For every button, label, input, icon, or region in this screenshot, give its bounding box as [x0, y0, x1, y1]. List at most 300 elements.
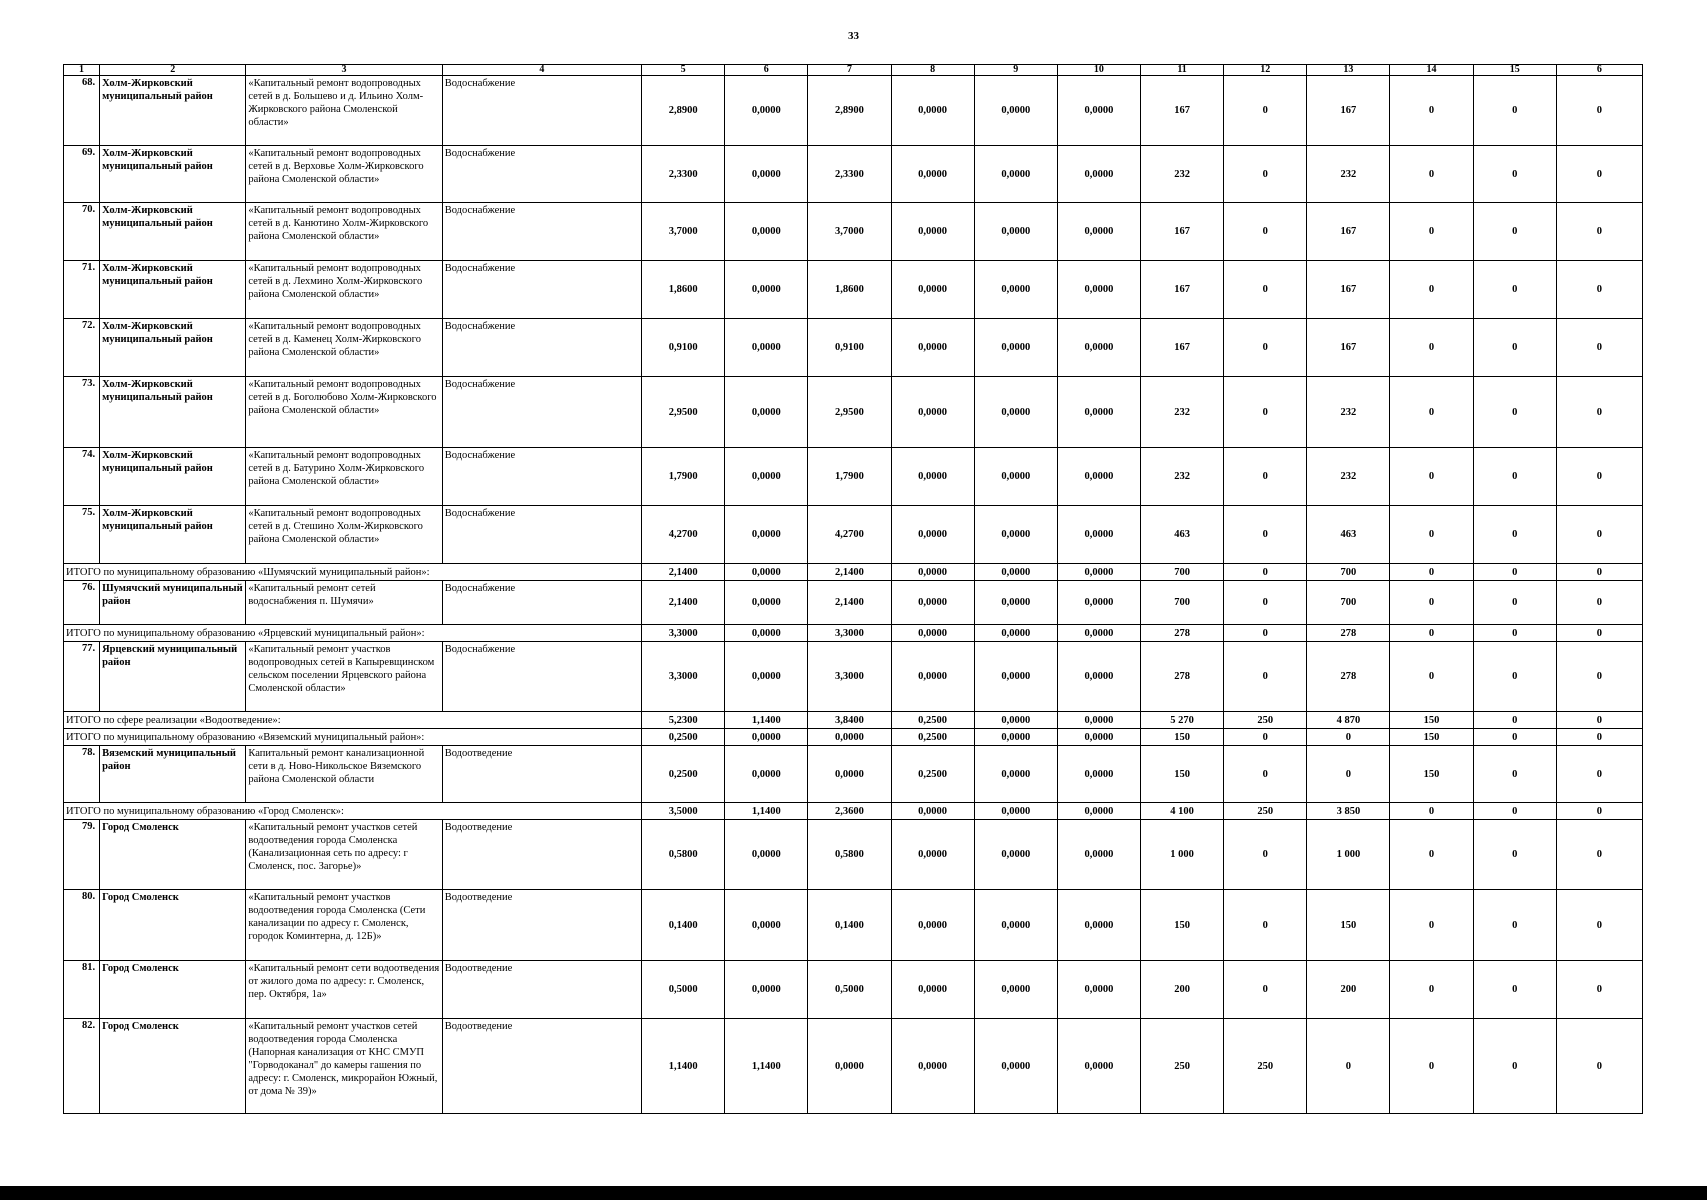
value-cell: 0,0000 — [808, 746, 891, 803]
value-cell: 0 — [1473, 625, 1556, 642]
sphere-cell: Водоснабжение — [442, 642, 641, 712]
value-cell: 0,0000 — [725, 448, 808, 506]
value-cell: 0 — [1224, 961, 1307, 1019]
value-cell: 0 — [1473, 448, 1556, 506]
sphere-cell: Водоснабжение — [442, 319, 641, 377]
row-number: 69. — [64, 146, 100, 203]
row-number: 74. — [64, 448, 100, 506]
value-cell: 0,0000 — [891, 506, 974, 564]
value-cell: 0,0000 — [891, 319, 974, 377]
value-cell: 0 — [1224, 448, 1307, 506]
municipality-cell: Холм-Жирковский муниципальный район — [100, 319, 246, 377]
municipality-cell: Вяземский муниципальный район — [100, 746, 246, 803]
value-cell: 0 — [1390, 146, 1473, 203]
value-cell: 0 — [1390, 890, 1473, 961]
column-number: 6 — [1556, 65, 1642, 76]
value-cell: 0,0000 — [1057, 448, 1140, 506]
value-cell: 4 100 — [1141, 803, 1224, 820]
row-number: 77. — [64, 642, 100, 712]
value-cell: 278 — [1307, 642, 1390, 712]
value-cell: 0,2500 — [642, 729, 725, 746]
project-name-cell: «Капитальный ремонт участков водопроводных сетей в Капыревщинском сельском поселении Ярцевского района Смоленской области» — [246, 642, 442, 712]
value-cell: 0,0000 — [974, 319, 1057, 377]
table-row — [64, 890, 1643, 961]
value-cell: 0,0000 — [1057, 76, 1140, 146]
page-number: 33 — [848, 30, 859, 42]
value-cell: 1,1400 — [725, 712, 808, 729]
table-body — [64, 76, 1643, 1114]
total-row — [64, 625, 1643, 642]
value-cell: 0,9100 — [808, 319, 891, 377]
column-number: 7 — [808, 65, 891, 76]
value-cell: 0 — [1556, 625, 1642, 642]
value-cell: 167 — [1141, 319, 1224, 377]
value-cell: 0,0000 — [1057, 712, 1140, 729]
value-cell: 2,9500 — [808, 377, 891, 448]
municipality-cell: Холм-Жирковский муниципальный район — [100, 76, 246, 146]
value-cell: 0 — [1390, 625, 1473, 642]
value-cell: 1 000 — [1307, 820, 1390, 890]
table-row — [64, 1019, 1643, 1114]
value-cell: 150 — [1141, 746, 1224, 803]
municipality-cell: Город Смоленск — [100, 820, 246, 890]
municipality-cell: Город Смоленск — [100, 1019, 246, 1114]
value-cell: 0,0000 — [891, 203, 974, 261]
table-row — [64, 76, 1643, 146]
value-cell: 0 — [1473, 642, 1556, 712]
value-cell: 0,0000 — [974, 377, 1057, 448]
value-cell: 0 — [1473, 261, 1556, 319]
sphere-cell: Водоснабжение — [442, 261, 641, 319]
value-cell: 250 — [1224, 803, 1307, 820]
value-cell: 0,5800 — [642, 820, 725, 890]
municipality-cell: Город Смоленск — [100, 890, 246, 961]
value-cell: 0,0000 — [891, 581, 974, 625]
row-number: 75. — [64, 506, 100, 564]
value-cell: 0 — [1473, 803, 1556, 820]
value-cell: 0 — [1224, 625, 1307, 642]
value-cell: 0,0000 — [725, 319, 808, 377]
value-cell: 0 — [1224, 729, 1307, 746]
value-cell: 0,0000 — [1057, 377, 1140, 448]
value-cell: 0,0000 — [891, 146, 974, 203]
table-row — [64, 961, 1643, 1019]
value-cell: 0,1400 — [642, 890, 725, 961]
municipality-cell: Холм-Жирковский муниципальный район — [100, 377, 246, 448]
value-cell: 150 — [1307, 890, 1390, 961]
table-row — [64, 506, 1643, 564]
value-cell: 2,1400 — [808, 581, 891, 625]
value-cell: 0,0000 — [891, 448, 974, 506]
value-cell: 0 — [1556, 729, 1642, 746]
value-cell: 0,0000 — [974, 564, 1057, 581]
sphere-cell: Водоснабжение — [442, 581, 641, 625]
value-cell: 200 — [1141, 961, 1224, 1019]
value-cell: 0 — [1473, 76, 1556, 146]
value-cell: 2,1400 — [642, 564, 725, 581]
value-cell: 0,0000 — [974, 820, 1057, 890]
municipality-cell: Холм-Жирковский муниципальный район — [100, 146, 246, 203]
value-cell: 0 — [1556, 146, 1642, 203]
value-cell: 4,2700 — [642, 506, 725, 564]
value-cell: 1,7900 — [642, 448, 725, 506]
value-cell: 0,0000 — [1057, 146, 1140, 203]
value-cell: 0 — [1390, 377, 1473, 448]
value-cell: 250 — [1224, 712, 1307, 729]
value-cell: 0,0000 — [891, 961, 974, 1019]
column-number: 15 — [1473, 65, 1556, 76]
value-cell: 0,0000 — [974, 642, 1057, 712]
value-cell: 2,3300 — [642, 146, 725, 203]
column-number-row — [64, 65, 1643, 76]
value-cell: 0,0000 — [891, 642, 974, 712]
municipality-cell: Холм-Жирковский муниципальный район — [100, 506, 246, 564]
value-cell: 0,0000 — [891, 803, 974, 820]
value-cell: 3,7000 — [642, 203, 725, 261]
value-cell: 0 — [1473, 377, 1556, 448]
value-cell: 5 270 — [1141, 712, 1224, 729]
sphere-cell: Водоотведение — [442, 961, 641, 1019]
value-cell: 167 — [1141, 261, 1224, 319]
value-cell: 0 — [1390, 506, 1473, 564]
value-cell: 0,0000 — [725, 203, 808, 261]
column-number: 2 — [100, 65, 246, 76]
row-number: 70. — [64, 203, 100, 261]
value-cell: 167 — [1141, 203, 1224, 261]
value-cell: 0,0000 — [725, 642, 808, 712]
value-cell: 0 — [1390, 642, 1473, 712]
municipality-cell: Шумячский муниципальный район — [100, 581, 246, 625]
value-cell: 0,0000 — [974, 76, 1057, 146]
value-cell: 700 — [1307, 564, 1390, 581]
value-cell: 0 — [1390, 820, 1473, 890]
value-cell: 0 — [1224, 746, 1307, 803]
value-cell: 0 — [1473, 564, 1556, 581]
value-cell: 0,0000 — [974, 146, 1057, 203]
value-cell: 1,8600 — [642, 261, 725, 319]
sphere-cell: Водоснабжение — [442, 506, 641, 564]
value-cell: 700 — [1141, 581, 1224, 625]
value-cell: 0,0000 — [974, 890, 1057, 961]
value-cell: 167 — [1307, 76, 1390, 146]
value-cell: 0 — [1224, 203, 1307, 261]
value-cell: 0 — [1556, 746, 1642, 803]
value-cell: 0 — [1224, 581, 1307, 625]
value-cell: 0 — [1473, 890, 1556, 961]
value-cell: 1,7900 — [808, 448, 891, 506]
value-cell: 0,0000 — [725, 820, 808, 890]
municipality-cell: Ярцевский муниципальный район — [100, 642, 246, 712]
value-cell: 0 — [1556, 506, 1642, 564]
table-row — [64, 448, 1643, 506]
project-name-cell: «Капитальный ремонт водопроводных сетей в д. Канютино Холм-Жирковского района Смоленской области» — [246, 203, 442, 261]
value-cell: 0,1400 — [808, 890, 891, 961]
table-row — [64, 146, 1643, 203]
value-cell: 0 — [1473, 319, 1556, 377]
value-cell: 0,0000 — [974, 803, 1057, 820]
value-cell: 0,0000 — [974, 729, 1057, 746]
sphere-cell: Водоснабжение — [442, 146, 641, 203]
value-cell: 0 — [1390, 564, 1473, 581]
value-cell: 0,0000 — [891, 625, 974, 642]
value-cell: 1,1400 — [642, 1019, 725, 1114]
value-cell: 0,0000 — [725, 961, 808, 1019]
value-cell: 0,5000 — [642, 961, 725, 1019]
value-cell: 0,0000 — [891, 76, 974, 146]
municipality-cell: Холм-Жирковский муниципальный район — [100, 203, 246, 261]
project-name-cell: «Капитальный ремонт участков водоотведения города Смоленска (Сети канализации по адресу г. Смоленск, городок Коминтерна, д. 12Б)» — [246, 890, 442, 961]
row-number: 82. — [64, 1019, 100, 1114]
value-cell: 0,0000 — [974, 961, 1057, 1019]
value-cell: 278 — [1141, 625, 1224, 642]
value-cell: 0,0000 — [808, 729, 891, 746]
value-cell: 0 — [1224, 506, 1307, 564]
value-cell: 0,0000 — [974, 1019, 1057, 1114]
value-cell: 150 — [1390, 746, 1473, 803]
value-cell: 0,0000 — [1057, 803, 1140, 820]
value-cell: 2,9500 — [642, 377, 725, 448]
column-number: 6 — [725, 65, 808, 76]
value-cell: 0 — [1224, 642, 1307, 712]
value-cell: 0,0000 — [974, 261, 1057, 319]
value-cell: 0 — [1390, 803, 1473, 820]
value-cell: 232 — [1141, 377, 1224, 448]
scan-bottom-edge — [0, 1186, 1707, 1200]
project-name-cell: «Капитальный ремонт участков сетей водоотведения города Смоленска (Канализационная сеть по адресу: г Смоленск, пос. Загорье)» — [246, 820, 442, 890]
value-cell: 0 — [1556, 76, 1642, 146]
table-row — [64, 581, 1643, 625]
value-cell: 3,3000 — [808, 625, 891, 642]
project-name-cell: «Капитальный ремонт водопроводных сетей в д. Большево и д. Ильино Холм-Жирковского района Смоленской области» — [246, 76, 442, 146]
value-cell: 0,0000 — [1057, 319, 1140, 377]
value-cell: 0,0000 — [1057, 506, 1140, 564]
value-cell: 167 — [1307, 319, 1390, 377]
value-cell: 4 870 — [1307, 712, 1390, 729]
value-cell: 232 — [1307, 448, 1390, 506]
value-cell: 1,1400 — [725, 1019, 808, 1114]
value-cell: 3,7000 — [808, 203, 891, 261]
value-cell: 463 — [1141, 506, 1224, 564]
value-cell: 0 — [1556, 448, 1642, 506]
table-row — [64, 746, 1643, 803]
sphere-cell: Водоотведение — [442, 1019, 641, 1114]
value-cell: 3,5000 — [642, 803, 725, 820]
value-cell: 463 — [1307, 506, 1390, 564]
value-cell: 0,0000 — [1057, 961, 1140, 1019]
value-cell: 0,0000 — [891, 890, 974, 961]
value-cell: 0,0000 — [725, 377, 808, 448]
column-number: 9 — [974, 65, 1057, 76]
value-cell: 1 000 — [1141, 820, 1224, 890]
value-cell: 0 — [1556, 961, 1642, 1019]
value-cell: 250 — [1141, 1019, 1224, 1114]
value-cell: 0,0000 — [725, 506, 808, 564]
value-cell: 150 — [1141, 729, 1224, 746]
row-number: 72. — [64, 319, 100, 377]
value-cell: 150 — [1390, 712, 1473, 729]
value-cell: 0 — [1224, 319, 1307, 377]
value-cell: 0 — [1224, 76, 1307, 146]
value-cell: 0 — [1473, 746, 1556, 803]
value-cell: 0 — [1556, 642, 1642, 712]
total-label: ИТОГО по муниципальному образованию «Ярцевский муниципальный район»: — [64, 625, 642, 642]
column-number: 5 — [642, 65, 725, 76]
value-cell: 0 — [1473, 146, 1556, 203]
value-cell: 0 — [1473, 712, 1556, 729]
value-cell: 0,2500 — [891, 712, 974, 729]
column-number: 14 — [1390, 65, 1473, 76]
total-label: ИТОГО по муниципальному образованию «Шумячский муниципальный район»: — [64, 564, 642, 581]
project-name-cell: «Капитальный ремонт водопроводных сетей в д. Боголюбово Холм-Жирковского района Смоленской области» — [246, 377, 442, 448]
value-cell: 3,8400 — [808, 712, 891, 729]
sphere-cell: Водоотведение — [442, 820, 641, 890]
sphere-cell: Водоснабжение — [442, 76, 641, 146]
value-cell: 0 — [1307, 1019, 1390, 1114]
value-cell: 0,0000 — [891, 820, 974, 890]
value-cell: 0,0000 — [725, 564, 808, 581]
value-cell: 200 — [1307, 961, 1390, 1019]
value-cell: 2,8900 — [808, 76, 891, 146]
value-cell: 278 — [1141, 642, 1224, 712]
row-number: 71. — [64, 261, 100, 319]
investment-program-table — [63, 64, 1643, 1114]
value-cell: 0 — [1473, 729, 1556, 746]
value-cell: 0 — [1224, 146, 1307, 203]
value-cell: 0,0000 — [725, 625, 808, 642]
value-cell: 0 — [1473, 506, 1556, 564]
value-cell: 0,0000 — [1057, 890, 1140, 961]
project-name-cell: «Капитальный ремонт водопроводных сетей в д. Лехмино Холм-Жирковского района Смоленской области» — [246, 261, 442, 319]
value-cell: 0,5000 — [808, 961, 891, 1019]
table-row — [64, 642, 1643, 712]
value-cell: 0,2500 — [891, 729, 974, 746]
project-name-cell: «Капитальный ремонт водопроводных сетей в д. Верховье Холм-Жирковского района Смоленской области» — [246, 146, 442, 203]
value-cell: 2,1400 — [642, 581, 725, 625]
value-cell: 0 — [1473, 581, 1556, 625]
value-cell: 0 — [1556, 581, 1642, 625]
total-row — [64, 712, 1643, 729]
total-label: ИТОГО по муниципальному образованию «Город Смоленск»: — [64, 803, 642, 820]
value-cell: 5,2300 — [642, 712, 725, 729]
table-row — [64, 319, 1643, 377]
column-number: 10 — [1057, 65, 1140, 76]
value-cell: 0,0000 — [1057, 729, 1140, 746]
value-cell: 0 — [1224, 261, 1307, 319]
value-cell: 0,0000 — [1057, 203, 1140, 261]
value-cell: 700 — [1307, 581, 1390, 625]
value-cell: 0,0000 — [974, 203, 1057, 261]
value-cell: 0 — [1224, 377, 1307, 448]
value-cell: 232 — [1141, 448, 1224, 506]
table-row — [64, 203, 1643, 261]
value-cell: 0 — [1224, 890, 1307, 961]
table-row — [64, 820, 1643, 890]
value-cell: 1,8600 — [808, 261, 891, 319]
value-cell: 2,1400 — [808, 564, 891, 581]
column-number: 11 — [1141, 65, 1224, 76]
project-name-cell: «Капитальный ремонт участков сетей водоотведения города Смоленска (Напорная канализация от КНС СМУП "Горводоканал" до камеры гашения по адресу: г. Смоленск, микрорайон Южный, от дома № 39)» — [246, 1019, 442, 1114]
value-cell: 0 — [1473, 1019, 1556, 1114]
value-cell: 232 — [1307, 146, 1390, 203]
value-cell: 0 — [1473, 203, 1556, 261]
value-cell: 0,5800 — [808, 820, 891, 890]
value-cell: 0 — [1307, 746, 1390, 803]
value-cell: 0,0000 — [974, 581, 1057, 625]
value-cell: 3,3000 — [642, 625, 725, 642]
row-number: 76. — [64, 581, 100, 625]
value-cell: 0 — [1224, 564, 1307, 581]
value-cell: 4,2700 — [808, 506, 891, 564]
value-cell: 0,0000 — [1057, 564, 1140, 581]
value-cell: 0,0000 — [725, 146, 808, 203]
value-cell: 0,0000 — [725, 746, 808, 803]
total-row — [64, 729, 1643, 746]
value-cell: 0,0000 — [974, 448, 1057, 506]
project-name-cell: Капитальный ремонт канализационной сети в д. Ново-Никольское Вяземского района Смоленской области — [246, 746, 442, 803]
column-number: 3 — [246, 65, 442, 76]
municipality-cell: Холм-Жирковский муниципальный район — [100, 261, 246, 319]
value-cell: 1,1400 — [725, 803, 808, 820]
value-cell: 0,2500 — [642, 746, 725, 803]
value-cell: 278 — [1307, 625, 1390, 642]
row-number: 73. — [64, 377, 100, 448]
value-cell: 0 — [1390, 1019, 1473, 1114]
value-cell: 0,0000 — [725, 729, 808, 746]
value-cell: 250 — [1224, 1019, 1307, 1114]
row-number: 80. — [64, 890, 100, 961]
column-number: 8 — [891, 65, 974, 76]
project-name-cell: «Капитальный ремонт водопроводных сетей в д. Стешино Холм-Жирковского района Смоленской области» — [246, 506, 442, 564]
total-row — [64, 564, 1643, 581]
value-cell: 0,0000 — [974, 746, 1057, 803]
sphere-cell: Водоотведение — [442, 890, 641, 961]
value-cell: 0,0000 — [891, 1019, 974, 1114]
value-cell: 0 — [1473, 961, 1556, 1019]
value-cell: 0,0000 — [725, 890, 808, 961]
value-cell: 0,0000 — [974, 625, 1057, 642]
value-cell: 0 — [1556, 803, 1642, 820]
value-cell: 167 — [1307, 203, 1390, 261]
value-cell: 0,0000 — [1057, 1019, 1140, 1114]
value-cell: 0,9100 — [642, 319, 725, 377]
value-cell: 0,0000 — [891, 261, 974, 319]
value-cell: 0 — [1473, 820, 1556, 890]
value-cell: 0,0000 — [725, 581, 808, 625]
value-cell: 0,0000 — [725, 76, 808, 146]
value-cell: 0,0000 — [1057, 820, 1140, 890]
column-number: 1 — [64, 65, 100, 76]
value-cell: 0 — [1390, 581, 1473, 625]
value-cell: 0,0000 — [1057, 746, 1140, 803]
value-cell: 0 — [1390, 203, 1473, 261]
value-cell: 2,3300 — [808, 146, 891, 203]
table-row — [64, 261, 1643, 319]
sphere-cell: Водоснабжение — [442, 377, 641, 448]
value-cell: 0 — [1390, 448, 1473, 506]
value-cell: 0,0000 — [891, 377, 974, 448]
value-cell: 0,0000 — [1057, 261, 1140, 319]
sphere-cell: Водоснабжение — [442, 203, 641, 261]
value-cell: 0,0000 — [1057, 581, 1140, 625]
project-name-cell: «Капитальный ремонт сети водоотведения от жилого дома по адресу: г. Смоленск, пер. Октября, 1а» — [246, 961, 442, 1019]
value-cell: 3 850 — [1307, 803, 1390, 820]
project-name-cell: «Капитальный ремонт сетей водоснабжения п. Шумячи» — [246, 581, 442, 625]
column-number: 12 — [1224, 65, 1307, 76]
value-cell: 0,0000 — [974, 506, 1057, 564]
value-cell: 2,8900 — [642, 76, 725, 146]
value-cell: 0 — [1556, 890, 1642, 961]
value-cell: 0 — [1556, 203, 1642, 261]
